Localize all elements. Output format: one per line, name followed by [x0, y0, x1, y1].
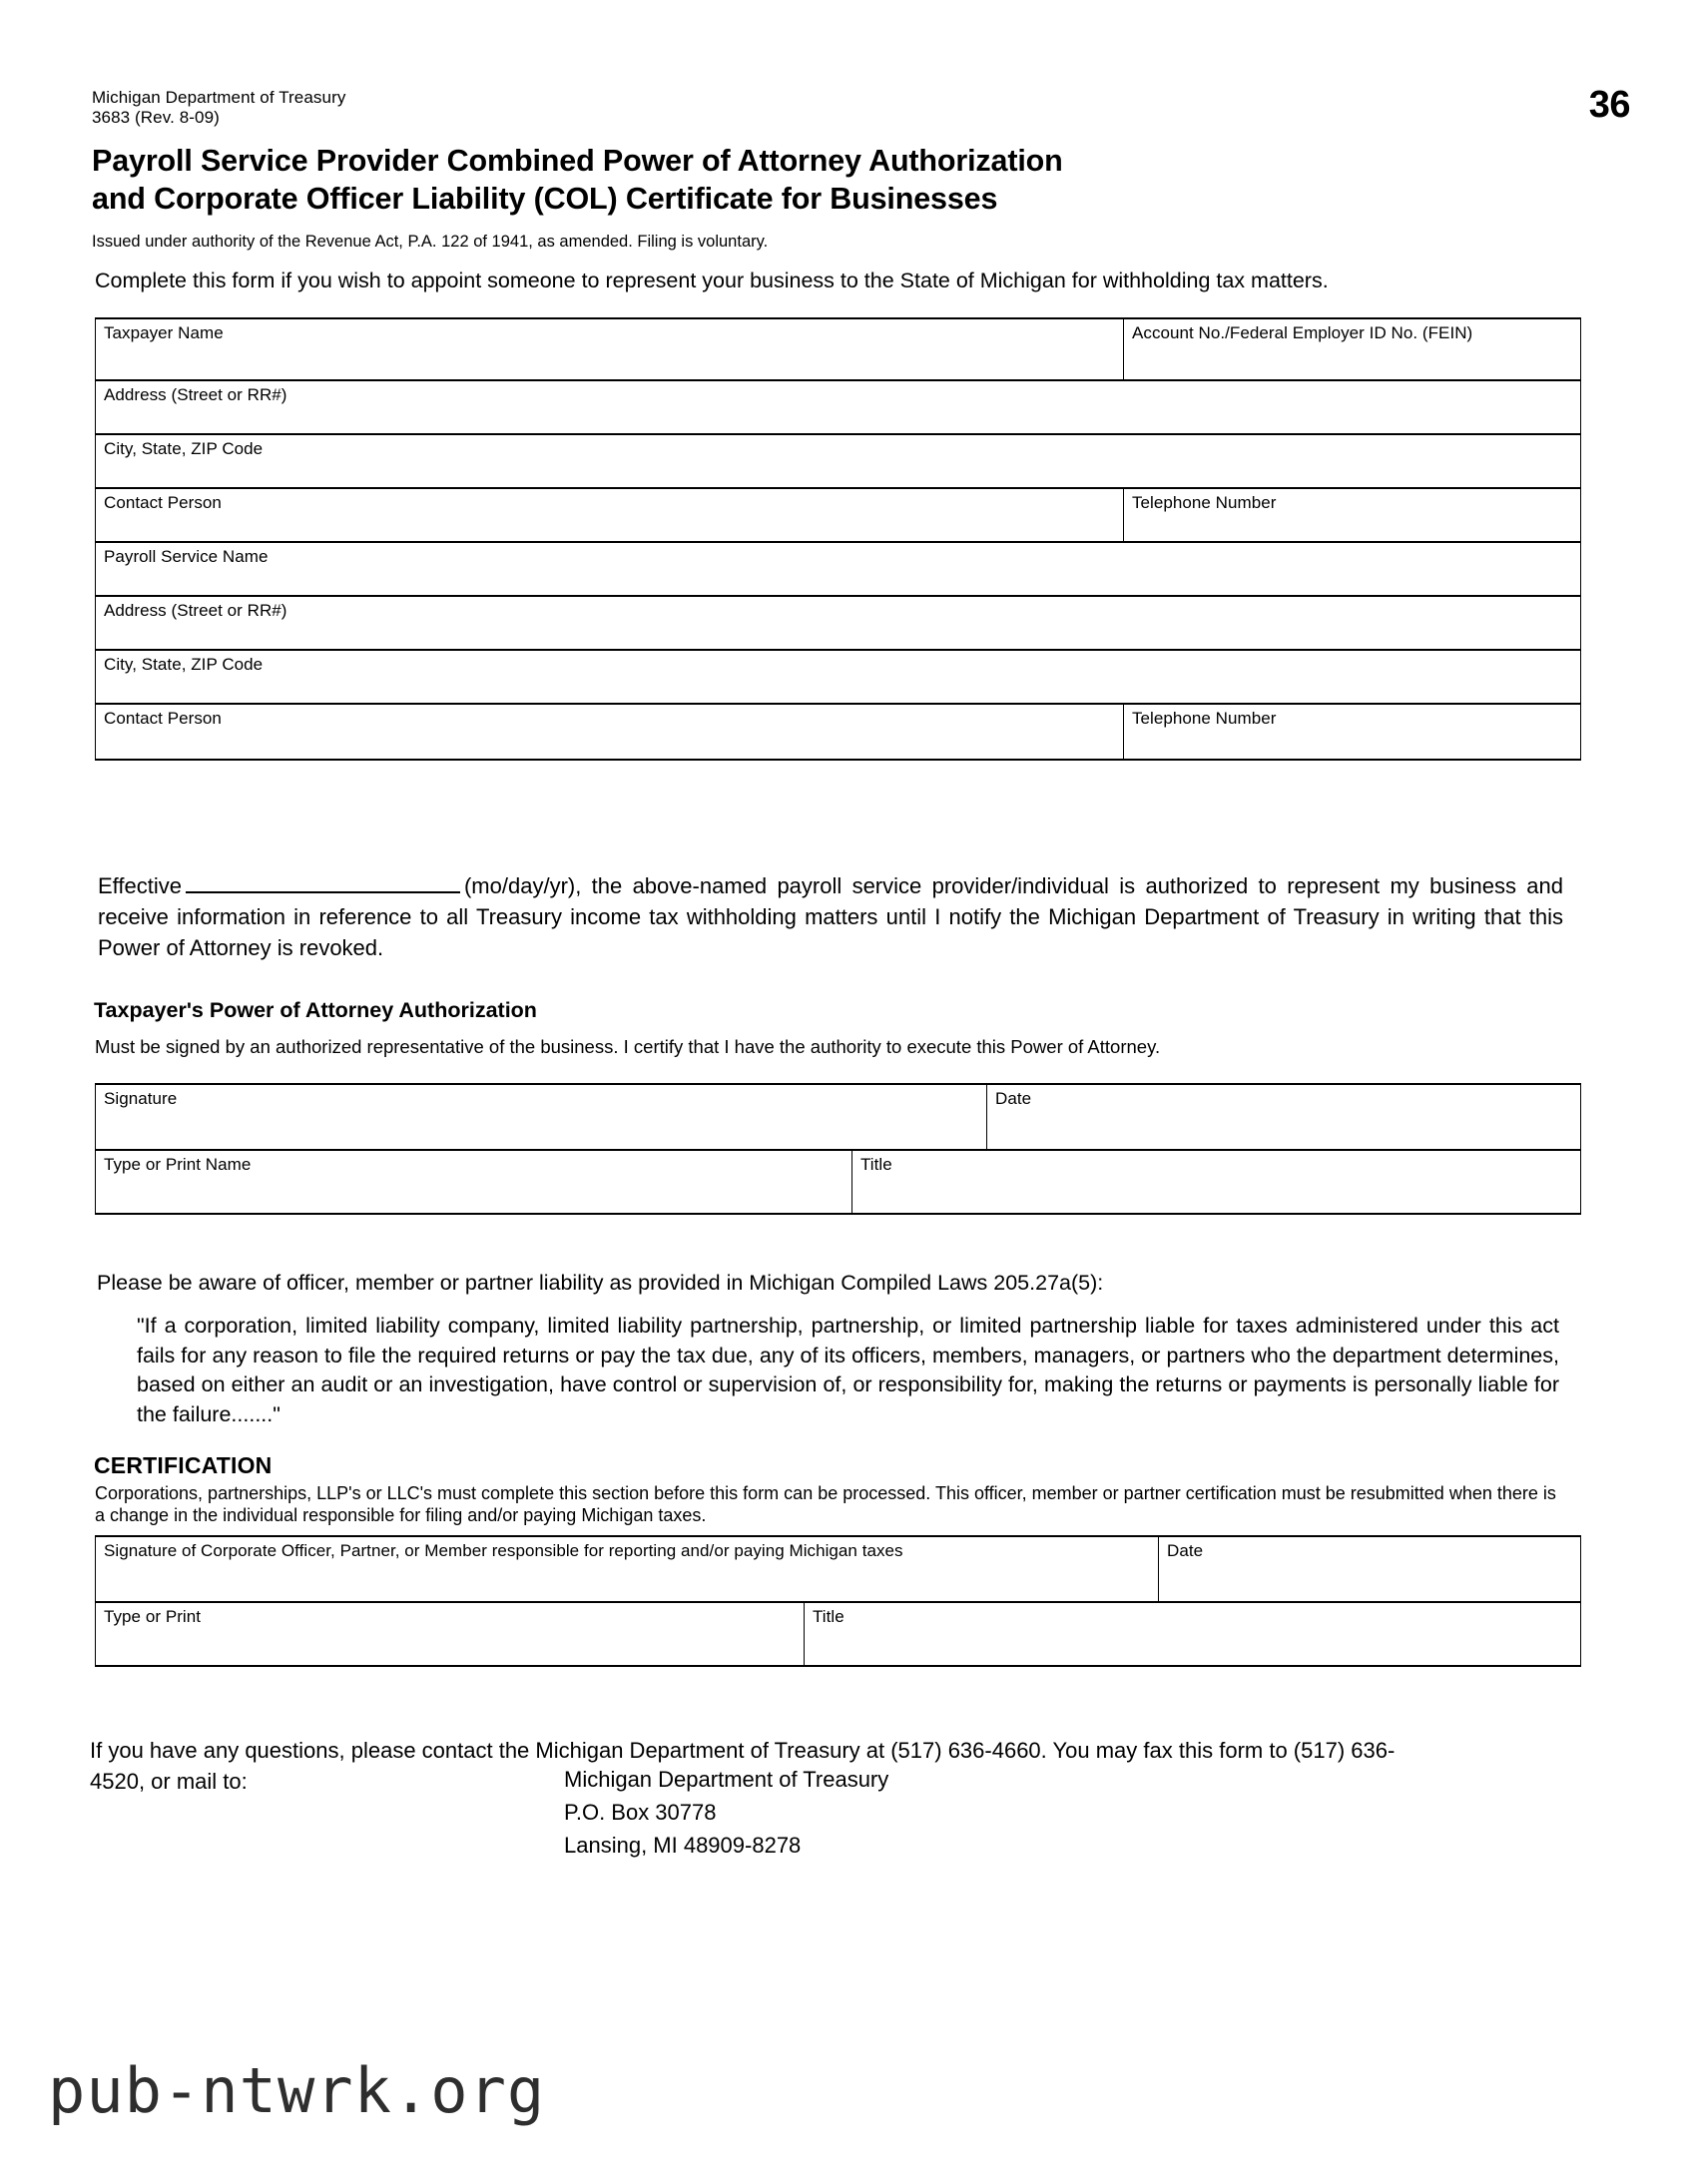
field-account-number[interactable]: Account No./Federal Employer ID No. (FEIN) — [1124, 318, 1581, 380]
issued-under-authority: Issued under authority of the Revenue Act, P.A. 122 of 1941, as amended. Filing is voluntary. — [92, 233, 769, 251]
field-cert-signature[interactable]: Signature of Corporate Officer, Partner, or Member responsible for reporting and/or paying Michigan taxes — [96, 1536, 1159, 1602]
mcl-intro-text: Please be aware of officer, member or partner liability as provided in Michigan Compiled Laws 205.27a(5): — [97, 1271, 1104, 1295]
footer-mailing-address — [564, 1763, 888, 1862]
agency-name: Michigan Department of Treasury — [92, 88, 346, 107]
poa-section-subtext: Must be signed by an authorized representative of the business. I certify that I have the authority to execute this Power of Attorney. — [95, 1036, 1161, 1057]
table-row — [96, 542, 1581, 596]
field-cert-title[interactable]: Title — [805, 1602, 1581, 1666]
table-row — [96, 650, 1581, 704]
field-cert-print-name[interactable]: Type or Print — [96, 1602, 805, 1666]
certification-subtext: Corporations, partnerships, LLP's or LLC's must complete this section before this form can be processed. This officer, member or partner certification must be resubmitted when there is a change in the individual responsible for filing and/or paying Michigan taxes. — [95, 1483, 1556, 1525]
effective-date-blank[interactable] — [186, 871, 460, 893]
effective-date-paragraph — [98, 870, 1563, 963]
mailing-address-line-2: P.O. Box 30778 — [564, 1800, 717, 1825]
form-title-line-1: Payroll Service Provider Combined Power of Attorney Authorization — [92, 144, 1063, 178]
table-row — [96, 1084, 1581, 1150]
field-taxpayer-address[interactable]: Address (Street or RR#) — [96, 380, 1581, 434]
title-block — [92, 142, 1489, 218]
field-poa-signature[interactable]: Signature — [96, 1084, 987, 1150]
field-taxpayer-contact-person[interactable]: Contact Person — [96, 488, 1124, 542]
table-row — [96, 1602, 1581, 1666]
table-row — [96, 704, 1581, 760]
poa-section-heading: Taxpayer's Power of Attorney Authorization — [94, 998, 537, 1022]
form-title-line-2: and Corporate Officer Liability (COL) Certificate for Businesses — [92, 182, 998, 216]
footer-contact-text: If you have any questions, please contact the Michigan Department of Treasury at (517) 636-4660. You may fax this form to (517) 636-4520, or mail to: — [90, 1738, 1396, 1794]
field-payroll-service-name[interactable]: Payroll Service Name — [96, 542, 1581, 596]
document-header — [92, 88, 1539, 128]
table-row — [96, 1536, 1581, 1602]
field-poa-print-name[interactable]: Type or Print Name — [96, 1150, 852, 1214]
certification-signature-table — [95, 1535, 1581, 1667]
taxpayer-and-payroll-service-table — [95, 317, 1581, 761]
certification-heading: CERTIFICATION — [94, 1452, 273, 1478]
table-row — [96, 596, 1581, 650]
watermark-text: pub-ntwrk.org — [48, 2054, 546, 2127]
field-poa-title[interactable]: Title — [852, 1150, 1581, 1214]
effective-prefix: Effective — [98, 873, 182, 898]
field-payroll-service-telephone[interactable]: Telephone Number — [1124, 704, 1581, 760]
field-poa-date[interactable]: Date — [987, 1084, 1581, 1150]
instruction-text: Complete this form if you wish to appoint someone to represent your business to the State of Michigan for withholding tax matters. — [95, 269, 1329, 292]
form-number-revision: 3683 (Rev. 8-09) — [92, 108, 220, 127]
poa-signature-table — [95, 1083, 1581, 1215]
field-cert-date[interactable]: Date — [1159, 1536, 1581, 1602]
field-payroll-service-city-state-zip[interactable]: City, State, ZIP Code — [96, 650, 1581, 704]
table-row — [96, 488, 1581, 542]
table-row — [96, 380, 1581, 434]
effective-suffix: (mo/day/yr), the above-named payroll service provider/individual is authorized to represent my business and receive information in reference to all Treasury income tax withholding matters until I notify the Michigan Department of Treasury in writing that this Power of Attorney is revoked. — [98, 873, 1563, 960]
table-row — [96, 318, 1581, 380]
table-row — [96, 1150, 1581, 1214]
mailing-address-line-1: Michigan Department of Treasury — [564, 1767, 889, 1792]
mailing-address-line-3: Lansing, MI 48909-8278 — [564, 1833, 802, 1858]
page-number: 36 — [1588, 84, 1630, 126]
field-taxpayer-city-state-zip[interactable]: City, State, ZIP Code — [96, 434, 1581, 488]
field-payroll-service-contact-person[interactable]: Contact Person — [96, 704, 1124, 760]
mcl-quote-text: "If a corporation, limited liability company, limited liability partnership, partnership, or limited partnership liable for taxes administered under this act fails for any reason to file the required returns or pay the tax due, any of its officers, members, managers, or partners who the department determines, based on either an audit or an investigation, have control or supervision of, or responsibility for, making the returns or payments is personally liable for the failure......." — [137, 1314, 1559, 1426]
field-taxpayer-telephone[interactable]: Telephone Number — [1124, 488, 1581, 542]
field-taxpayer-name[interactable]: Taxpayer Name — [96, 318, 1124, 380]
field-payroll-service-address[interactable]: Address (Street or RR#) — [96, 596, 1581, 650]
table-row — [96, 434, 1581, 488]
